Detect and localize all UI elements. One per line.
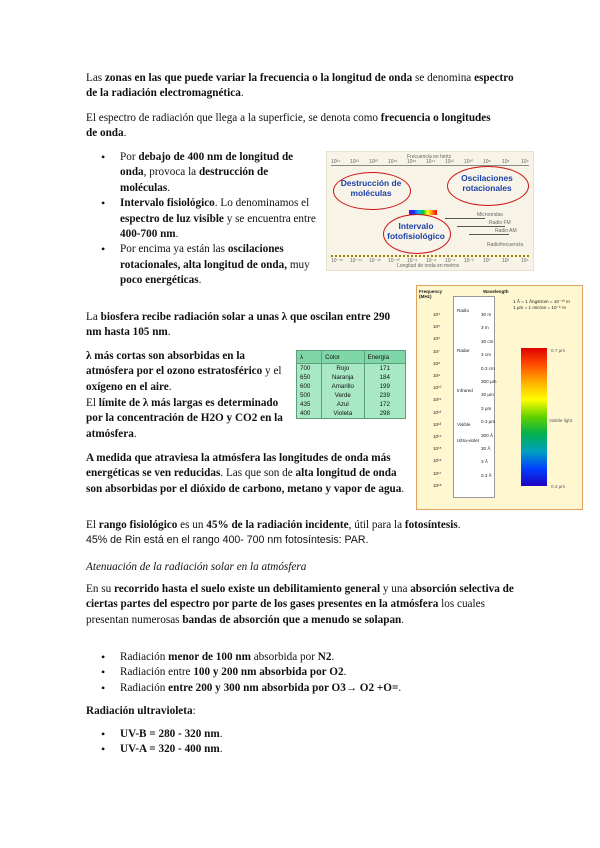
color-energy-table — [296, 350, 406, 419]
axis-tick-label: 10⁰ — [483, 258, 491, 264]
bold-text: poco energéticas — [120, 274, 199, 287]
wavelength-header: Wavelength — [483, 289, 509, 294]
text: . — [219, 728, 223, 740]
table-cell: 700 — [297, 364, 322, 374]
bold-text: entre 200 y 300 nm absorbida por O3→ O2 +O= — [168, 681, 399, 694]
text: . — [175, 228, 179, 241]
list-item — [98, 681, 518, 696]
frequency-tick: 10¹⁴ — [433, 434, 442, 439]
axis-tick-label: 10⁻⁴ — [445, 258, 456, 264]
frequency-tick: 10¹⁸ — [433, 482, 442, 488]
table-header-row — [297, 351, 406, 364]
table-cell: Rojo — [322, 364, 364, 374]
uv-bullets — [98, 727, 398, 758]
table-row — [297, 382, 406, 391]
text: se denomina — [412, 72, 475, 84]
bold-text: 100 y 200 nm absorbida por O2 — [193, 666, 344, 679]
text: . — [240, 87, 244, 100]
attenuation-paragraph — [86, 451, 406, 497]
frequency-tick: 10⁴ — [433, 312, 441, 317]
text: y el — [262, 365, 282, 378]
axis-tick-label: 10⁻⁸ — [407, 258, 418, 264]
par-line: 45% de Rin está en el rango 400- 700 nm fotosíntesis: PAR. — [86, 534, 369, 547]
text: . — [123, 127, 127, 140]
table-cell: 600 — [297, 382, 322, 391]
axis-tick-label: 10¹⁰ — [464, 159, 474, 165]
oval-rotational-label: Oscilaciones rotacionales — [461, 173, 513, 193]
axis-tick-label: 10¹⁸ — [388, 159, 398, 165]
bold-text: debajo de 400 nm de longitud de onda — [120, 151, 294, 179]
bold-text: destrucción de moléculas — [120, 166, 269, 194]
table-cell: 435 — [297, 400, 322, 409]
frequency-wavelength-chart — [416, 285, 583, 510]
table-cell: 500 — [297, 391, 322, 400]
text: , útil para la — [348, 519, 405, 531]
axis-tick-label: 10¹⁶ — [407, 159, 417, 165]
axis-tick-label: 10⁻² — [464, 258, 474, 264]
axis-tick-label: 10⁻⁶ — [426, 258, 437, 264]
text: El — [86, 397, 99, 409]
wavelength-tick: 3 μm — [481, 405, 492, 411]
table-cell: 171 — [364, 364, 405, 374]
axis-tick-label: 10¹⁴ — [426, 159, 436, 165]
axis-tick-label: 10²² — [350, 159, 359, 165]
table-cell: Violeta — [322, 409, 364, 419]
region-label: Radar — [457, 348, 470, 353]
band-line — [469, 234, 509, 235]
list-item — [98, 742, 398, 757]
uv-heading — [86, 704, 286, 719]
text: En su — [86, 583, 114, 595]
bold-text: absorción selectiva de ciertas partes del espectro por parte de los gases presentes en la atmósfera — [86, 583, 514, 611]
list-item — [98, 665, 518, 680]
bold-text: rango fisiológico — [98, 519, 178, 531]
visible-light-label: Visible light — [549, 418, 573, 423]
wavelength-tick: 0.3 Å — [481, 472, 492, 478]
bold-text: oxígeno en el aire — [86, 380, 169, 393]
bold-text: espectro de la radiación electromagnética — [86, 72, 514, 100]
list-item — [98, 196, 316, 242]
spectrum-bullets — [98, 150, 316, 289]
wavelength-tick: 300 μm — [481, 379, 497, 384]
bold-text: biosfera recibe radiación solar a unas λ que oscilan entre 290 nm hasta 105 nm — [86, 311, 391, 339]
limit-paragraph — [86, 396, 286, 442]
intro-paragraph — [86, 71, 526, 102]
axis-tick-label: 10⁴ — [521, 258, 529, 264]
frequency-tick: 10¹⁷ — [433, 470, 442, 476]
bold-text: oscilaciones rotacionales, alta longitud de onda, — [120, 243, 288, 271]
text: . — [167, 326, 171, 339]
frequency-tick: 10⁷ — [433, 348, 440, 354]
frequency-tick: 10⁹ — [433, 373, 441, 378]
wavelength-tick: 0.3 cm — [481, 365, 495, 371]
frequency-tick: 10¹¹ — [433, 397, 442, 403]
frequency-tick: 10¹⁵ — [433, 446, 442, 452]
bold-text: zonas en las que puede variar la frecuencia o la longitud de onda — [104, 72, 413, 84]
list-item — [98, 150, 316, 196]
bold-text: λ más cortas son absorbidas en la atmósfera por el ozono estratosférico — [86, 350, 263, 378]
frequency-header: Frequency (MHz) — [419, 289, 443, 299]
table-cell: 650 — [297, 373, 322, 382]
frequency-tick: 10¹³ — [433, 421, 442, 427]
wavelength-tick: 3 cm — [481, 352, 491, 358]
bold-text: Radiación ultravioleta — [86, 705, 193, 717]
text: . — [219, 743, 223, 756]
text: Radiación — [120, 651, 169, 663]
table-cell: Verde — [322, 391, 364, 400]
wavelength-tick: 30 Å — [481, 446, 491, 451]
text: Radiación entre — [120, 666, 194, 679]
wavelength-tick: 3 Å — [481, 459, 488, 465]
table-cell: 184 — [364, 373, 405, 382]
wavelength-tick: 30 m — [481, 312, 492, 317]
table-cell: 239 — [364, 391, 405, 400]
bold-text: fotosíntesis — [404, 519, 458, 531]
table-cell: 172 — [364, 400, 405, 409]
table-row — [297, 373, 406, 382]
text: y se encuentra entre — [223, 212, 316, 225]
text: . — [198, 274, 202, 287]
list-item — [98, 650, 518, 665]
text: . Las que son de — [220, 467, 296, 480]
text: El espectro de radiación que llega a la superficie, se denota como — [86, 112, 381, 124]
text: El — [86, 519, 99, 531]
axis-tick-label: 10⁴ — [521, 159, 529, 165]
visible-spectrum-bar — [521, 348, 547, 486]
spectrum-paragraph — [86, 111, 496, 142]
frequency-tick: 10¹⁰ — [433, 385, 442, 391]
axis-tick-label: 10⁶ — [502, 159, 510, 165]
bold-text: UV-A = 320 - 400 nm — [120, 743, 220, 756]
bold-text: 400-700 nm — [120, 228, 176, 241]
text: Las — [86, 72, 105, 84]
region-label: Radio — [457, 308, 470, 313]
biosfera-paragraph — [86, 310, 406, 341]
region-label: Ultra-violet — [457, 438, 479, 443]
axis-tick-label: 10⁸ — [483, 159, 491, 165]
list-item — [98, 727, 398, 742]
region-label: Infrared — [457, 388, 473, 393]
text: absorbida por — [250, 651, 318, 663]
table-cell: 400 — [297, 409, 322, 419]
bold-text: límite de λ más largas es determinado por la concentración de H2O y CO2 en la atmósfera — [86, 397, 283, 440]
wavelength-tick: 3 m — [481, 325, 489, 331]
angstrom-note: 1 Å = 1 Ångstrom = 10⁻¹⁰ m — [513, 299, 570, 304]
table-cell: Amarillo — [322, 382, 364, 391]
bottom-micron-label: 0.4 μm — [551, 484, 566, 489]
bold-text: 45% de la radiación incidente — [206, 519, 349, 531]
bold-text: Intervalo fisiológico — [120, 197, 215, 210]
frequency-tick: 10¹² — [433, 409, 442, 415]
axis-tick-label: 10²⁴ — [331, 159, 341, 165]
text: Por — [120, 151, 139, 163]
text: . — [401, 613, 405, 626]
frequency-tick: 10⁵ — [433, 324, 441, 330]
frequency-tick: 10⁶ — [433, 336, 441, 342]
bold-text: menor de 100 nm — [168, 651, 251, 663]
bold-text: espectro de luz visible — [120, 212, 224, 225]
top-axis-ticks — [331, 159, 529, 165]
column-header: Color — [322, 351, 364, 364]
table-row — [297, 364, 406, 374]
oval-photophysiological-label: Intervalo fotofisiológico — [387, 221, 445, 241]
frequency-tick: 10⁸ — [433, 360, 441, 366]
bold-text: frecuencia o longitudes de onda — [86, 112, 491, 140]
band-label: Radio AM — [495, 228, 517, 234]
axis-tick-label: 10⁻¹⁰ — [388, 258, 400, 264]
frequency-tick: 10¹⁶ — [433, 458, 442, 464]
wavelength-tick: 300 Å — [481, 432, 494, 438]
route-paragraph — [86, 582, 516, 628]
band-label: Microondas — [477, 212, 503, 218]
text: , provoca la — [143, 166, 199, 179]
text: . — [167, 181, 171, 194]
text: . — [168, 380, 172, 393]
wavelength-tick: 30 cm — [481, 338, 494, 344]
micron-note: 1 μm = 1 micron = 10⁻⁶ m — [513, 305, 566, 310]
text: . — [331, 651, 335, 663]
column-header: λ — [297, 351, 322, 364]
table-row — [297, 409, 406, 419]
axis-tick-label: 10²⁰ — [369, 159, 379, 165]
bold-text: N2 — [317, 651, 332, 663]
axis-tick-label: 10⁻¹⁴ — [350, 258, 363, 264]
axis-tick-label: 10² — [502, 258, 510, 264]
top-micron-label: 0.7 μm — [551, 348, 566, 353]
wavelength-tick: 0.3 μm — [481, 419, 496, 425]
text: . — [398, 681, 402, 694]
region-label: Visible — [457, 422, 471, 427]
text: . — [457, 519, 461, 531]
lambda-short-paragraph — [86, 349, 286, 395]
table-cell: 199 — [364, 382, 405, 391]
text: es un — [177, 519, 207, 531]
band-label: Radio FM — [489, 220, 511, 226]
text: muy — [287, 258, 310, 271]
axis-tick-label: 10⁻¹² — [369, 258, 381, 264]
text: . Lo denominamos el — [214, 197, 310, 210]
list-item — [98, 242, 316, 288]
section-subtitle: Atenuación de la radiación solar en la atmósfera — [86, 561, 307, 573]
wavelength-axis-label: Longitud de onda en metros — [397, 263, 460, 269]
table-cell: Azul — [322, 400, 364, 409]
text: . — [401, 482, 405, 495]
frequency-axis-label: Frecuencia en hertz — [407, 154, 452, 160]
text: : — [192, 705, 196, 717]
text: los cuales presentan numerosas — [86, 598, 485, 626]
bold-text: UV-B = 280 - 320 nm — [120, 728, 220, 740]
text: . — [343, 666, 347, 679]
text: y una — [380, 583, 411, 595]
table-row — [297, 400, 406, 409]
axis-tick-label: 10⁻¹⁶ — [331, 258, 343, 264]
bold-text: alta longitud de onda son absorbidas por el dióxido de carbono, metano y vapor de agua — [86, 467, 402, 495]
text: Por encima ya están las — [120, 243, 228, 256]
table-row — [297, 391, 406, 400]
absorption-bullets — [98, 650, 518, 696]
band-line — [445, 218, 485, 219]
physiological-range-paragraph — [86, 518, 556, 549]
bold-text: bandas de absorción que a menudo se solapan — [182, 613, 402, 626]
axis-tick-label: 10¹² — [445, 159, 454, 165]
text: La — [86, 311, 101, 323]
bold-text: A medida que atraviesa la atmósfera las longitudes de onda más energéticas se ven reducidas — [86, 452, 391, 480]
bold-text: recorrido hasta el suelo existe un debilitamiento general — [113, 583, 381, 595]
wavelength-tick: 30 μm — [481, 392, 494, 398]
band-label: Radiofrecuencia — [487, 242, 524, 248]
text: Radiación — [120, 681, 169, 694]
text: . — [133, 427, 137, 440]
table-cell: 298 — [364, 409, 405, 419]
electromagnetic-spectrum-figure — [326, 151, 534, 271]
band-line — [457, 226, 505, 227]
column-header: Energía — [364, 351, 405, 364]
oval-destruction-label: Destrucción de moléculas — [340, 178, 402, 198]
table-cell: Naranja — [322, 373, 364, 382]
